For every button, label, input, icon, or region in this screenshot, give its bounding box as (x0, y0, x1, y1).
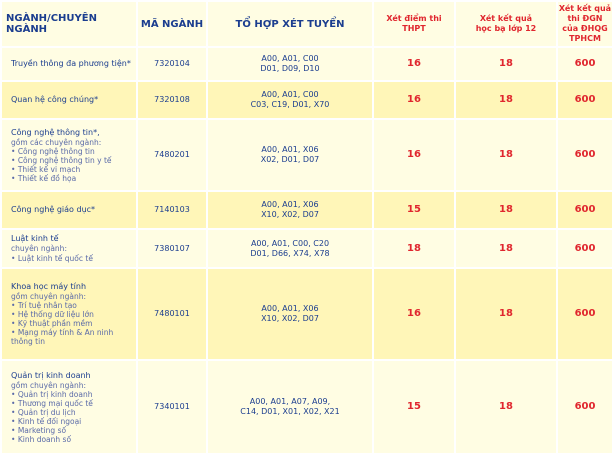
score-hocba: 18 (456, 230, 556, 267)
major-title: Quản trị kinh doanh (11, 370, 91, 380)
specialization-item: • Kỹ thuật phần mềm (11, 319, 132, 328)
specialization-list (11, 390, 132, 444)
score-dgnl: 600 (558, 192, 612, 228)
major-code: 7140103 (138, 192, 206, 228)
table-row (2, 361, 612, 453)
major-subtitle: gồm chuyên ngành: (11, 292, 87, 301)
major-code: 7320108 (138, 82, 206, 118)
score-thpt: 16 (374, 82, 454, 118)
major-code: 7480201 (138, 120, 206, 190)
specialization-item: • Công nghệ thông tin y tế (11, 156, 132, 165)
table-row (2, 48, 612, 80)
major-cell (2, 192, 136, 228)
major-subtitle: gồm chuyên ngành: (11, 380, 87, 390)
score-dgnl: 600 (558, 269, 612, 359)
header-major: NGÀNH/CHUYÊN NGÀNH (2, 2, 136, 46)
specialization-item: • Luật kinh tế quốc tế (11, 254, 132, 263)
table-row (2, 269, 612, 359)
major-code: 7480101 (138, 269, 206, 359)
major-code: 7320104 (138, 48, 206, 80)
score-dgnl: 600 (558, 48, 612, 80)
major-cell (2, 230, 136, 267)
score-dgnl: 600 (558, 82, 612, 118)
major-title: Công nghệ giáo dục* (11, 205, 96, 214)
subject-combination: A00, A01, C00 C03, C19, D01, X70 (208, 82, 372, 118)
major-title: Quan hệ công chúng* (11, 95, 99, 104)
major-cell (2, 120, 136, 190)
subject-combination: A00, A01, X06 X10, X02, D07 (208, 269, 372, 359)
major-cell (2, 48, 136, 80)
specialization-list (11, 147, 132, 183)
score-hocba: 18 (456, 192, 556, 228)
specialization-item: • Công nghệ thông tin (11, 147, 132, 156)
major-title: Khoa học máy tính (11, 282, 87, 291)
specialization-item: • Hệ thống dữ liệu lớn (11, 310, 132, 319)
score-hocba: 18 (456, 120, 556, 190)
subject-combination: A00, A01, C00 D01, D09, D10 (208, 48, 372, 80)
score-thpt: 16 (374, 269, 454, 359)
major-title: Truyền thông đa phương tiện* (11, 59, 131, 68)
score-dgnl: 600 (558, 230, 612, 267)
subject-combination: A00, A01, A07, A09, C14, D01, X01, X02, X21 (208, 361, 372, 453)
subject-combination: A00, A01, C00, C20 D01, D66, X74, X78 (208, 230, 372, 267)
score-thpt: 18 (374, 230, 454, 267)
specialization-item: • Mạng máy tính & An ninh thông tin (11, 328, 132, 346)
table-row (2, 192, 612, 228)
specialization-item: • Quản trị kinh doanh (11, 390, 132, 399)
score-thpt: 15 (374, 192, 454, 228)
specialization-item: • Thiết kế vi mạch (11, 165, 132, 174)
header-code: MÃ NGÀNH (138, 2, 206, 46)
header-dgnl: Xét kết quả thi ĐGN của ĐHQG TPHCM (558, 2, 612, 46)
specialization-item: • Quản trị du lịch (11, 408, 132, 417)
specialization-item: • Trí tuệ nhân tạo (11, 301, 132, 310)
header-hocba: Xét kết quả học bạ lớp 12 (456, 2, 556, 46)
major-code: 7340101 (138, 361, 206, 453)
major-code: 7380107 (138, 230, 206, 267)
score-hocba: 18 (456, 361, 556, 453)
specialization-item: • Kinh tế đối ngoại (11, 417, 132, 426)
score-dgnl: 600 (558, 361, 612, 453)
major-subtitle: gồm các chuyên ngành: (11, 137, 102, 147)
table-row (2, 82, 612, 118)
score-hocba: 18 (456, 82, 556, 118)
major-title: Công nghệ thông tin*, (11, 127, 100, 137)
specialization-item: • Thương mại quốc tế (11, 399, 132, 408)
score-thpt: 16 (374, 48, 454, 80)
specialization-list (11, 301, 132, 346)
score-hocba: 18 (456, 48, 556, 80)
table-row (2, 230, 612, 267)
major-cell (2, 82, 136, 118)
major-cell (2, 269, 136, 359)
score-dgnl: 600 (558, 120, 612, 190)
specialization-item: • Thiết kế đồ họa (11, 174, 132, 183)
major-subtitle: chuyên ngành: (11, 244, 67, 253)
specialization-item: • Marketing số (11, 426, 132, 435)
subject-combination: A00, A01, X06 X02, D01, D07 (208, 120, 372, 190)
major-cell (2, 361, 136, 453)
subject-combination: A00, A01, X06 X10, X02, D07 (208, 192, 372, 228)
table-row (2, 120, 612, 190)
score-thpt: 15 (374, 361, 454, 453)
specialization-item: • Kinh doanh số (11, 435, 132, 444)
score-hocba: 18 (456, 269, 556, 359)
header-combo: TỔ HỢP XÉT TUYỂN (208, 2, 372, 46)
specialization-list (11, 254, 132, 263)
header-thpt: Xét điểm thi THPT (374, 2, 454, 46)
score-thpt: 16 (374, 120, 454, 190)
major-title: Luật kinh tế (11, 234, 59, 243)
header-row (2, 2, 612, 46)
